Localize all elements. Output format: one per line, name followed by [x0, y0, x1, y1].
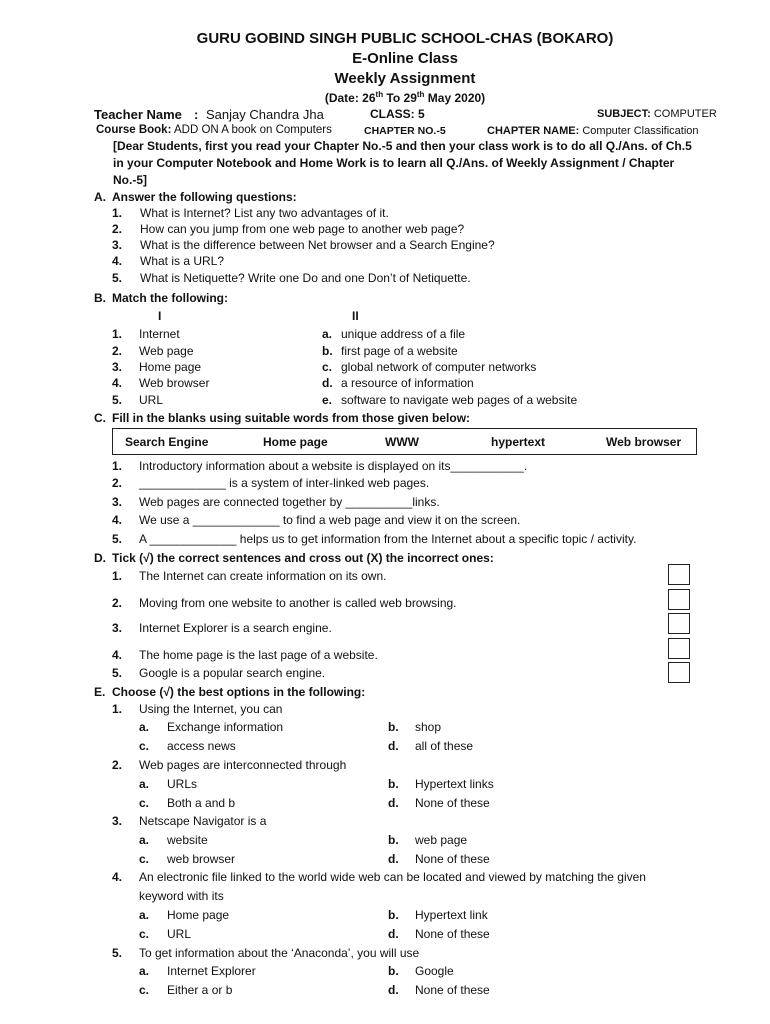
e-q4-d-letter: d.: [388, 927, 399, 941]
b-right-a: unique address of a file: [341, 327, 466, 341]
e-q2-a-letter: a.: [139, 777, 150, 791]
section-b-letter: B.: [94, 291, 106, 305]
word-bank-item: Web browser: [606, 435, 682, 449]
e-q3-text: Netscape Navigator is a: [139, 814, 267, 828]
e-q1-num: 1.: [112, 702, 123, 716]
word-bank-item: WWW: [385, 435, 419, 449]
column-ii-header: II: [352, 309, 359, 323]
e-q3-d-letter: d.: [388, 852, 399, 866]
c-q2-num: 2.: [112, 476, 123, 490]
section-c-letter: C.: [94, 411, 106, 425]
teacher-label: Teacher Name: [94, 107, 182, 122]
d-q5-num: 5.: [112, 666, 123, 680]
e-q1-d-letter: d.: [388, 739, 399, 753]
e-q4-d: None of these: [415, 927, 490, 941]
b-left-4-num: 4.: [112, 376, 123, 390]
e-q2-c-letter: c.: [139, 796, 150, 810]
e-q4-b: Hypertext link: [415, 908, 488, 922]
b-left-5: URL: [139, 393, 164, 407]
e-q5-b: Google: [415, 964, 454, 978]
c-q2-text: _____________ is a system of inter-linked web pages.: [139, 476, 430, 490]
note-line-3: No.-5]: [113, 173, 147, 187]
e-q5-d: None of these: [415, 983, 490, 997]
class-label: CLASS: 5: [370, 107, 425, 121]
b-left-3-num: 3.: [112, 360, 123, 374]
e-q5-c-letter: c.: [139, 983, 150, 997]
a-q2-text: How can you jump from one web page to another web page?: [140, 222, 465, 236]
e-q5-d-letter: d.: [388, 983, 399, 997]
section-e-title: Choose (√) the best options in the following:: [112, 685, 366, 699]
e-q1-c: access news: [167, 739, 236, 753]
d-q4-num: 4.: [112, 648, 123, 662]
a-q2-num: 2.: [112, 222, 123, 236]
chapter-name: CHAPTER NAME: Computer Classification: [487, 125, 699, 137]
e-q5-num: 5.: [112, 946, 123, 960]
date-line: (Date: 26th To 29th May 2020): [324, 90, 486, 105]
e-q4-b-letter: b.: [388, 908, 399, 922]
d-q2-text: Moving from one website to another is called web browsing.: [139, 596, 457, 610]
teacher-colon: :: [194, 107, 199, 122]
e-q3-c-letter: c.: [139, 852, 150, 866]
b-right-b: first page of a website: [341, 344, 458, 358]
b-right-c-letter: c.: [322, 360, 333, 374]
e-q4-c-letter: c.: [139, 927, 150, 941]
b-right-a-letter: a.: [322, 327, 333, 341]
tick-box-1[interactable]: [668, 564, 690, 585]
e-q2-a: URLs: [167, 777, 198, 791]
subject: SUBJECT: COMPUTER: [597, 108, 717, 120]
e-q3-c: web browser: [167, 852, 236, 866]
b-left-4: Web browser: [139, 376, 210, 390]
c-q5-num: 5.: [112, 532, 123, 546]
word-bank-item: Home page: [263, 435, 328, 449]
section-b-title: Match the following:: [112, 291, 228, 305]
e-q3-b-letter: b.: [388, 833, 399, 847]
e-q2-text: Web pages are interconnected through: [139, 758, 347, 772]
e-q1-d: all of these: [415, 739, 474, 753]
e-q4-text-2: keyword with its: [139, 889, 224, 903]
assignment-title: Weekly Assignment: [334, 70, 476, 87]
c-q1-num: 1.: [112, 459, 123, 473]
d-q4-text: The home page is the last page of a website.: [139, 648, 378, 662]
b-left-5-num: 5.: [112, 393, 123, 407]
b-right-d-letter: d.: [322, 376, 333, 390]
b-right-b-letter: b.: [322, 344, 333, 358]
a-q5-num: 5.: [112, 271, 123, 285]
column-i-header: I: [158, 309, 162, 323]
e-q5-b-letter: b.: [388, 964, 399, 978]
b-left-2-num: 2.: [112, 344, 123, 358]
e-q3-a: website: [167, 833, 208, 847]
tick-box-3[interactable]: [668, 613, 690, 634]
tick-box-5[interactable]: [668, 662, 690, 683]
b-right-d: a resource of information: [341, 376, 474, 390]
e-q4-c: URL: [167, 927, 192, 941]
chapter-no: CHAPTER NO.-5: [364, 125, 446, 137]
e-q3-a-letter: a.: [139, 833, 150, 847]
e-q4-a: Home page: [167, 908, 230, 922]
teacher-name: Sanjay Chandra Jha: [206, 107, 324, 122]
e-q1-a-letter: a.: [139, 720, 150, 734]
e-q5-a: Internet Explorer: [167, 964, 256, 978]
d-q5-text: Google is a popular search engine.: [139, 666, 326, 680]
e-q2-d: None of these: [415, 796, 490, 810]
section-a-letter: A.: [94, 190, 106, 204]
e-q2-num: 2.: [112, 758, 123, 772]
e-q5-text: To get information about the ‘Anaconda’, you will use: [139, 946, 420, 960]
a-q4-num: 4.: [112, 254, 123, 268]
e-q1-text: Using the Internet, you can: [139, 702, 283, 716]
e-q3-b: web page: [415, 833, 468, 847]
section-e-letter: E.: [94, 685, 106, 699]
class-type: E-Online Class: [352, 50, 458, 67]
course-book: Course Book: ADD ON A book on Computers: [96, 124, 332, 136]
b-left-1-num: 1.: [112, 327, 123, 341]
a-q3-text: What is the difference between Net browser and a Search Engine?: [140, 238, 495, 252]
e-q4-text: An electronic file linked to the world wide web can be located and viewed by matching the given: [139, 870, 646, 884]
e-q2-c: Both a and b: [167, 796, 236, 810]
word-bank-item: Search Engine: [125, 435, 209, 449]
e-q1-a: Exchange information: [167, 720, 284, 734]
word-bank-item: hypertext: [491, 435, 546, 449]
a-q1-text: What is Internet? List any two advantages of it.: [140, 206, 389, 220]
word-bank: [112, 428, 697, 455]
e-q3-num: 3.: [112, 814, 123, 828]
e-q1-b: shop: [415, 720, 442, 734]
b-right-c: global network of computer networks: [341, 360, 537, 374]
e-q2-d-letter: d.: [388, 796, 399, 810]
note-line-2: in your Computer Notebook and Home Work is to learn all Q./Ans. of Weekly Assignment / Chapter: [113, 156, 675, 170]
b-right-e: software to navigate web pages of a website: [341, 393, 578, 407]
e-q1-b-letter: b.: [388, 720, 399, 734]
c-q3-text: Web pages are connected together by __________links.: [139, 495, 440, 509]
c-q5-text: A _____________ helps us to get information from the Internet about a specific topic / activity.: [139, 532, 637, 546]
e-q2-b-letter: b.: [388, 777, 399, 791]
c-q3-num: 3.: [112, 495, 123, 509]
a-q5-text: What is Netiquette? Write one Do and one Don’t of Netiquette.: [140, 271, 471, 285]
section-d-letter: D.: [94, 551, 106, 565]
b-left-2: Web page: [139, 344, 194, 358]
note-line-1: [Dear Students, first you read your Chapter No.-5 and then your class work is to do all Q./Ans. of Ch.5: [113, 139, 692, 153]
tick-box-2[interactable]: [668, 589, 690, 610]
b-left-1: Internet: [139, 327, 180, 341]
a-q3-num: 3.: [112, 238, 123, 252]
tick-box-4[interactable]: [668, 638, 690, 659]
d-q3-num: 3.: [112, 621, 123, 635]
d-q1-num: 1.: [112, 569, 123, 583]
section-c-title: Fill in the blanks using suitable words from those given below:: [112, 411, 471, 425]
e-q4-a-letter: a.: [139, 908, 150, 922]
d-q2-num: 2.: [112, 596, 123, 610]
c-q4-text: We use a _____________ to find a web page and view it on the screen.: [139, 513, 521, 527]
b-left-3: Home page: [139, 360, 202, 374]
school-name: GURU GOBIND SINGH PUBLIC SCHOOL-CHAS (BOKARO): [196, 30, 614, 47]
e-q2-b: Hypertext links: [415, 777, 494, 791]
e-q5-a-letter: a.: [139, 964, 150, 978]
c-q4-num: 4.: [112, 513, 123, 527]
section-a-title: Answer the following questions:: [112, 190, 297, 204]
d-q1-text: The Internet can create information on its own.: [139, 569, 387, 583]
e-q5-c: Either a or b: [167, 983, 233, 997]
c-q1-text: Introductory information about a website is displayed on its___________.: [139, 459, 528, 473]
e-q1-c-letter: c.: [139, 739, 150, 753]
a-q4-text: What is a URL?: [140, 254, 225, 268]
e-q3-d: None of these: [415, 852, 490, 866]
d-q3-text: Internet Explorer is a search engine.: [139, 621, 332, 635]
b-right-e-letter: e.: [322, 393, 333, 407]
section-d-title: Tick (√) the correct sentences and cross out (X) the incorrect ones:: [112, 551, 494, 565]
e-q4-num: 4.: [112, 870, 123, 884]
a-q1-num: 1.: [112, 206, 123, 220]
